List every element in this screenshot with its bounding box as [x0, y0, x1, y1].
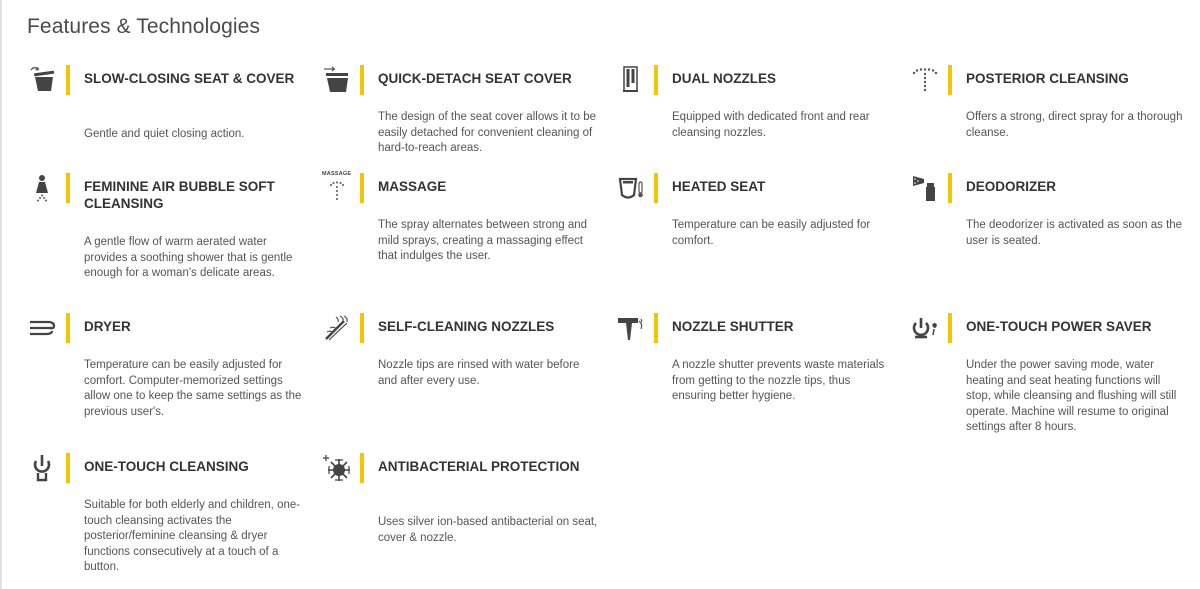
feature-description: The deodorizer is activated as soon as the user is seated. [966, 219, 1183, 247]
accent-bar [654, 313, 658, 343]
feature-description: A gentle flow of warm aerated water provides a soothing shower that is gentle enough for a woman's delicate areas. [84, 236, 293, 279]
massage-icon [322, 173, 352, 203]
accent-bar [66, 453, 70, 483]
antibacterial-icon [322, 453, 352, 483]
dual-nozzles-icon [616, 65, 646, 95]
nozzle-shutter-icon [616, 313, 646, 343]
slow-closing-seat-icon [28, 65, 58, 95]
feature-description: The design of the seat cover allows it to be easily detached for convenient cleaning of hard-to-reach areas. [378, 111, 596, 154]
quick-detach-seat-icon [322, 65, 352, 95]
massage-icon-label: MASSAGE [322, 171, 352, 177]
power-saver-icon [910, 313, 940, 343]
feature-description: The spray alternates between strong and mild sprays, creating a massaging effect that indulges the user. [378, 219, 588, 262]
posterior-cleansing-icon [910, 65, 940, 95]
accent-bar [948, 313, 952, 343]
heated-seat-icon [616, 173, 646, 203]
feature-title: QUICK-DETACH SEAT COVER [378, 71, 572, 86]
feature-description: Offers a strong, direct spray for a thorough cleanse. [966, 111, 1183, 139]
feature-description: Temperature can be easily adjusted for comfort. [672, 219, 871, 247]
feature-description: Equipped with dedicated front and rear cleansing nozzles. [672, 111, 870, 139]
accent-bar [654, 173, 658, 203]
feature-description: Under the power saving mode, water heating and seat heating functions will stop, while cleansing and flushing will still operate. Machine will resume to original settings after 8 hours. [966, 359, 1177, 433]
feature-title: ANTIBACTERIAL PROTECTION [378, 459, 580, 474]
feature-description: A nozzle shutter prevents waste materials from getting to the nozzle tips, thus ensuring better hygiene. [672, 359, 885, 402]
feature-description: Suitable for both elderly and children, one-touch cleansing activates the posterior/feminine cleansing & dryer functions consecutively at a touch of a button. [84, 499, 301, 573]
accent-bar [66, 313, 70, 343]
self-cleaning-nozzles-icon [322, 313, 352, 343]
feature-title: ONE-TOUCH CLEANSING [84, 459, 249, 474]
one-touch-cleansing-icon [28, 453, 58, 483]
page-left-rule [0, 0, 2, 589]
accent-bar [360, 313, 364, 343]
deodorizer-icon [910, 173, 940, 203]
feature-title: DEODORIZER [966, 179, 1057, 194]
feature-title: SELF-CLEANING NOZZLES [378, 319, 555, 334]
feature-title: DRYER [84, 319, 131, 334]
feature-title: FEMININE AIR BUBBLE SOFT CLEANSING [84, 179, 275, 211]
feature-title: HEATED SEAT [672, 179, 766, 194]
accent-bar [66, 65, 70, 95]
accent-bar [360, 453, 364, 483]
dryer-icon [28, 313, 58, 343]
feature-description: Temperature can be easily adjusted for comfort. Computer-memorized settings allow one to keep the same settings as the previous user's. [84, 359, 302, 418]
page-title: Features & Technologies [27, 15, 261, 38]
feature-title: ONE-TOUCH POWER SAVER [966, 319, 1152, 334]
feature-title: DUAL NOZZLES [672, 71, 776, 86]
feature-title: NOZZLE SHUTTER [672, 319, 794, 334]
accent-bar [360, 65, 364, 95]
accent-bar [66, 173, 70, 203]
feminine-cleansing-icon [28, 173, 58, 203]
feature-description: Nozzle tips are rinsed with water before and after every use. [378, 359, 580, 387]
accent-bar [360, 173, 364, 203]
feature-description: Uses silver ion-based antibacterial on seat, cover & nozzle. [378, 516, 598, 544]
accent-bar [948, 65, 952, 95]
accent-bar [654, 65, 658, 95]
feature-title: POSTERIOR CLEANSING [966, 71, 1129, 86]
feature-title: SLOW-CLOSING SEAT & COVER [84, 71, 295, 86]
feature-title: MASSAGE [378, 179, 447, 194]
accent-bar [948, 173, 952, 203]
feature-description: Gentle and quiet closing action. [84, 128, 245, 140]
